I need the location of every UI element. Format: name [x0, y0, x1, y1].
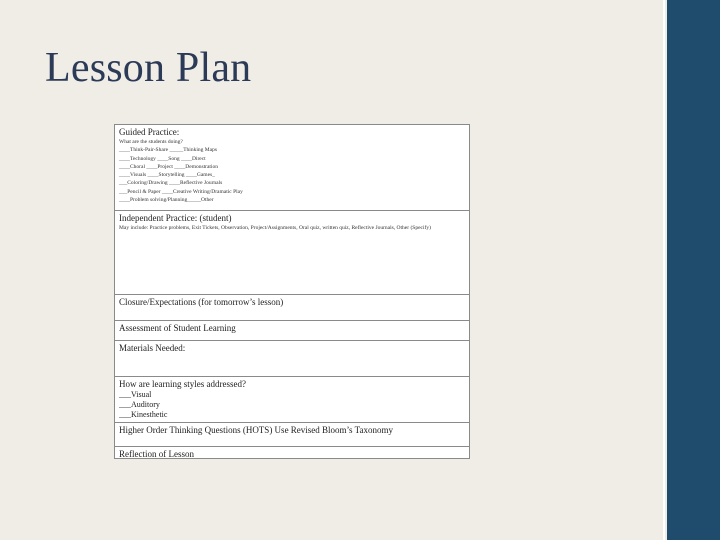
guided-practice-line: ____Technology ____Song ____Direct	[119, 155, 206, 162]
assessment-title: Assessment of Student Learning	[119, 323, 236, 333]
reflection-title: Reflection of Lesson	[119, 449, 194, 459]
lesson-plan-form	[114, 124, 470, 459]
guided-practice-line: ____Think-Pair-Share _____Thinking Maps	[119, 147, 217, 154]
learning-style-item: ___Visual	[119, 390, 152, 399]
independent-practice-section	[115, 211, 469, 295]
guided-practice-line: ____Problem solving/Planning_____Other	[119, 197, 214, 204]
closure-section	[115, 295, 469, 321]
assessment-section	[115, 321, 469, 341]
hots-title: Higher Order Thinking Questions (HOTS) Use Revised Bloom’s Taxonomy	[119, 425, 394, 435]
guided-practice-line: ___Coloring/Drawing ____Reflective Journals	[119, 180, 223, 187]
guided-practice-line: ___Pencil & Paper ____Creative Writing/Dramatic Play	[119, 188, 243, 195]
hots-section	[115, 423, 469, 447]
page-title: Lesson Plan	[45, 45, 252, 91]
guided-practice-section	[115, 125, 469, 211]
independent-practice-text: May include: Practice problems, Exit Tickets, Observation, Project/Assignments, Oral quiz, written quiz, Reflective Journals, Other (Specify)	[119, 225, 431, 231]
learning-styles-title: How are learning styles addressed?	[119, 379, 246, 389]
closure-title: Closure/Expectations (for tomorrow’s lesson)	[119, 297, 284, 307]
learning-styles-section	[115, 377, 469, 423]
side-divider	[663, 0, 665, 540]
side-accent-bar	[667, 0, 720, 540]
guided-practice-options	[119, 138, 465, 204]
materials-title: Materials Needed:	[119, 343, 186, 353]
guided-practice-line: ____Choral ____Project ____Demonstration	[119, 163, 218, 170]
independent-practice-title: Independent Practice: (student)	[119, 213, 232, 223]
materials-section	[115, 341, 469, 377]
learning-style-item: ___Kinesthetic	[119, 410, 168, 419]
guided-practice-line: ____Visuals ____Storytelling ____Games_	[119, 172, 215, 179]
guided-practice-line: What are the students doing?	[119, 139, 183, 145]
guided-practice-title: Guided Practice:	[119, 127, 180, 137]
reflection-section	[115, 447, 469, 460]
learning-style-item: ___Auditory	[119, 400, 160, 409]
